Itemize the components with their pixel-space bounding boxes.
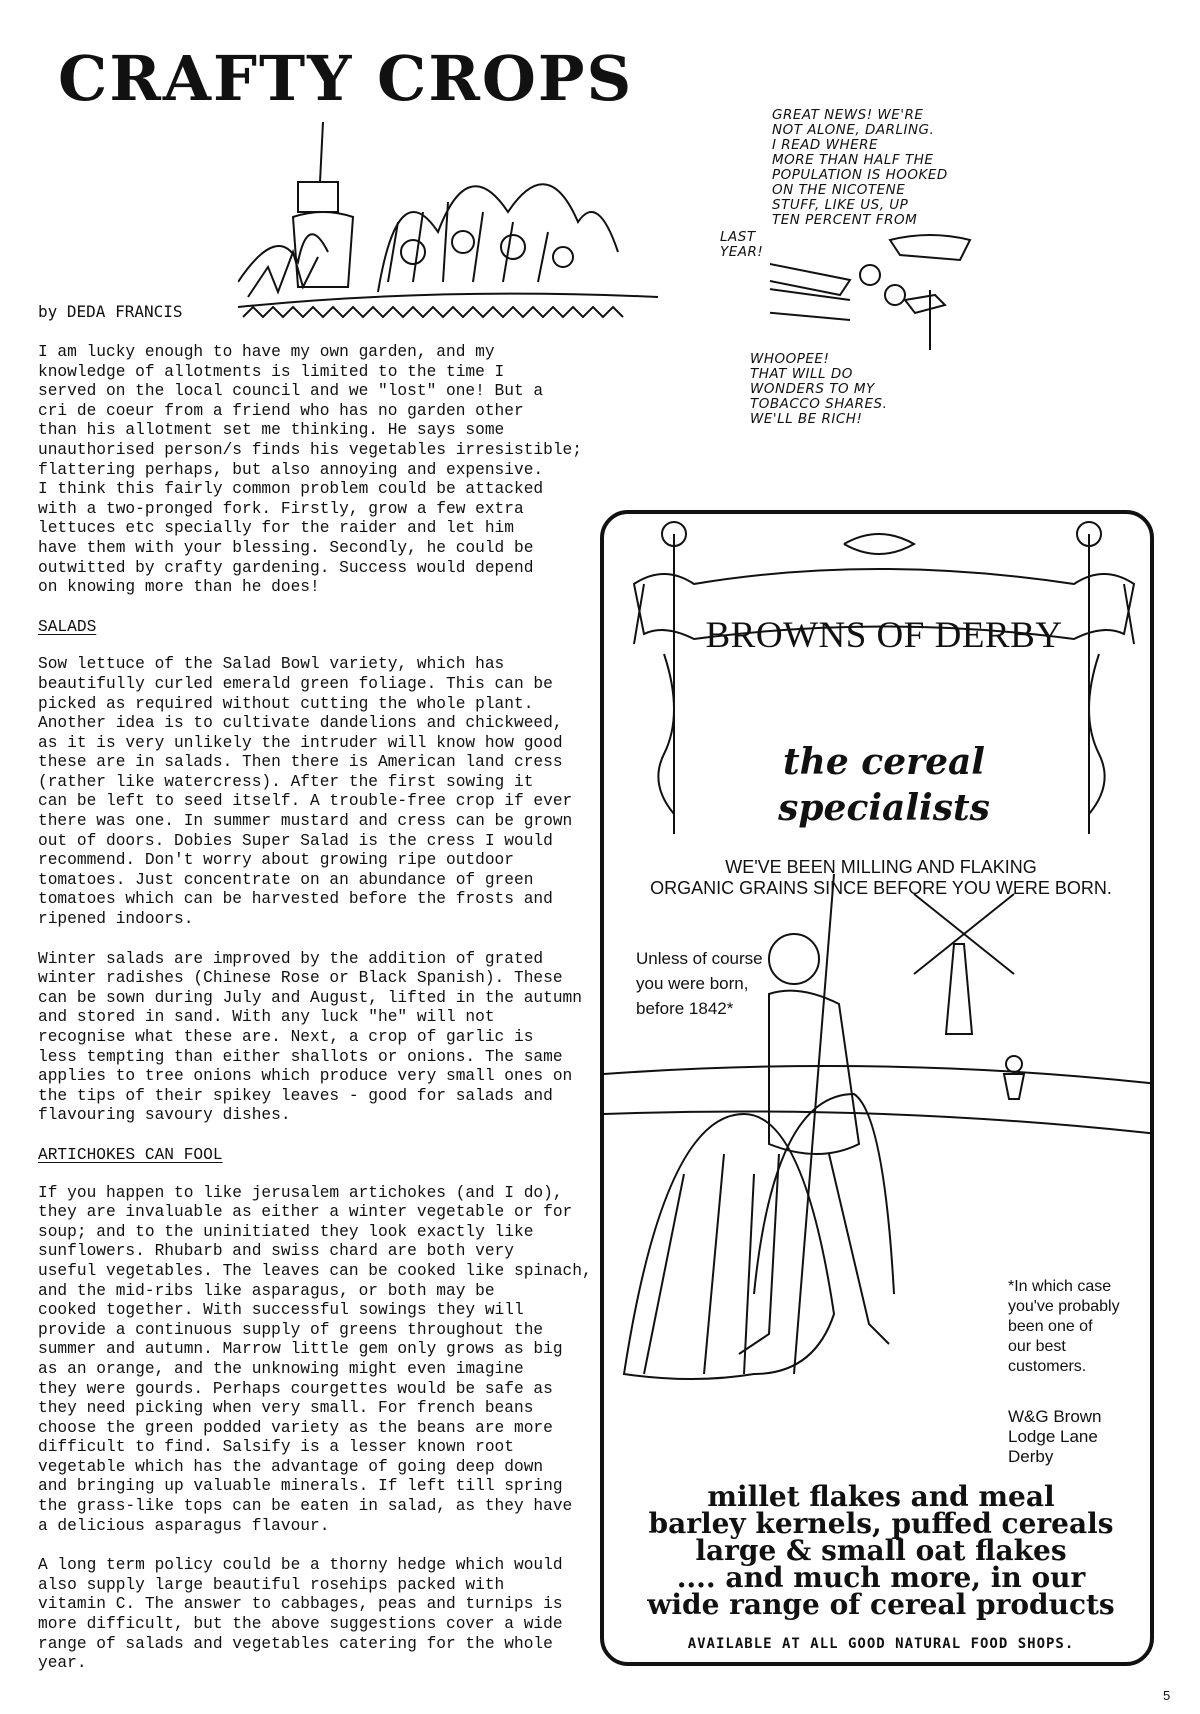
page-number: 5 — [1163, 1688, 1171, 1703]
cartoon-speech-side: LAST YEAR! — [720, 229, 764, 260]
artichokes-paragraph: If you happen to like jerusalem artichokes (and I do), they are invaluable as either a winter vegetable or for soup; and to the uninitiated they look exactly like sunflowers. Rhubarb and swiss chard are both very useful vegetables. The leaves can be cooked like spinach, and the mid-ribs like asparagus, or both may be cooked together. With successful sowings they will provide a continuous supply of greens throughout the summer and autumn. Marrow little gem only grows as big as an orange, and the unknowing might even imagine they were gourds. Perhaps courgettes would be safe as they need picking when very small. For french beans choose the green podded variety as the beans are more difficult to find. Salsify is a lesser known root vegetable which has the advantage of going deep down and bringing up valuable minerals. If left till spring the grass-like tops can be eaten in salad, as they have a delicious asparagus flavour. — [38, 1183, 592, 1535]
browns-of-derby-advert — [600, 510, 1154, 1666]
ad-milling-statement: WE'VE BEEN MILLING AND FLAKING ORGANIC GRAINS SINCE BEFORE YOU WERE BORN. — [650, 857, 1112, 898]
page-title: CRAFTY CROPS — [58, 42, 634, 115]
cartoon — [720, 100, 1040, 440]
ad-product-line: millet flakes and meal — [707, 1480, 1055, 1513]
ad-unless-note: Unless of course you were born, before 1842* — [636, 949, 763, 1018]
cartoon-speech-top: GREAT NEWS! WE'RE NOT ALONE, DARLING. I READ WHERE MORE THAN HALF THE POPULATION IS HOOKED ON THE NICOTENE STUFF, LIKE US, UP TEN PERCENT FROM — [772, 107, 948, 228]
ad-product-line: wide range of cereal products — [647, 1588, 1115, 1621]
article-intro: I am lucky enough to have my own garden, and my knowledge of allotments is limited to the time I served on the local council and we "lost" one! But a cri de coeur from a friend who has no garden other than his allotment set me thinking. He says some unauthorised person/s finds his vegetables irresistible; flattering perhaps, but also annoying and expensive. I think this fairly common problem could be attacked with a two-pronged fork. Firstly, grow a few extra lettuces etc specially for the raider and let him have them with your blessing. Secondly, he could be outwitted by crafty gardening. Success would depend on knowing more than he does! — [38, 343, 582, 597]
cartoon-drawing — [770, 220, 1040, 350]
ad-product-list — [604, 1480, 1154, 1621]
ad-footnote: *In which case you've probably been one of our best customers. — [1008, 1278, 1120, 1375]
artichokes-heading: ARTICHOKES CAN FOOL — [38, 1145, 223, 1164]
salads-paragraph-2: Winter salads are improved by the addition of grated winter radishes (Chinese Rose or Black Spanish). These can be sown during July and August, lifted in the autumn and stored in sand. With any luck "he" will not recognise what these are. Next, a crop of garlic is less tempting than either shallots or onions. The same applies to tree onions which produce very small ones on the tips of their spikey leaves - good for salads and flavouring savoury dishes. — [38, 949, 582, 1125]
ad-product-line: barley kernels, puffed cereals — [648, 1507, 1114, 1540]
ad-product-line: .... and much more, in our — [676, 1561, 1086, 1594]
article-conclusion: A long term policy could be a thorny hedge which would also supply large beautiful rosehips packed with vitamin C. The answer to cabbages, peas and turnips is more difficult, but the above suggestions cover a wide range of salads and vegetables catering for the whole year. — [38, 1556, 563, 1673]
byline: by DEDA FRANCIS — [38, 302, 183, 321]
cartoon-speech-bottom: WHOOPEE! THAT WILL DO WONDERS TO MY TOBACCO SHARES. WE'LL BE RICH! — [750, 351, 888, 427]
ad-brand-name: BROWNS OF DERBY — [705, 615, 1063, 656]
ad-availability: AVAILABLE AT ALL GOOD NATURAL FOOD SHOPS. — [687, 1636, 1075, 1652]
salads-paragraph-1: Sow lettuce of the Salad Bowl variety, which has beautifully curled emerald green foliage. This can be picked as required without cutting the whole plant. Another idea is to cultivate dandelions and chickweed, as it is very unlikely the intruder will know how good these are in salads. Then there is American land cress (rather like watercress). After the first sowing it can be left to seed itself. A trouble-free crop if ever there was one. In summer mustard and cress can be grown out of doors. Dobies Super Salad is the cress I would recommend. Don't worry about growing ripe outdoor tomatoes. Just concentrate on an abundance of green tomatoes which can be harvested before the frosts and ripened indoors. — [38, 655, 573, 929]
garden-illustration — [238, 122, 658, 332]
article-body — [38, 343, 606, 1694]
ad-address: W&G Brown Lodge Lane Derby — [1008, 1407, 1102, 1466]
salads-heading: SALADS — [38, 617, 97, 636]
ad-tagline: the cereal specialists — [778, 741, 990, 829]
ad-product-line: large & small oat flakes — [695, 1534, 1067, 1567]
